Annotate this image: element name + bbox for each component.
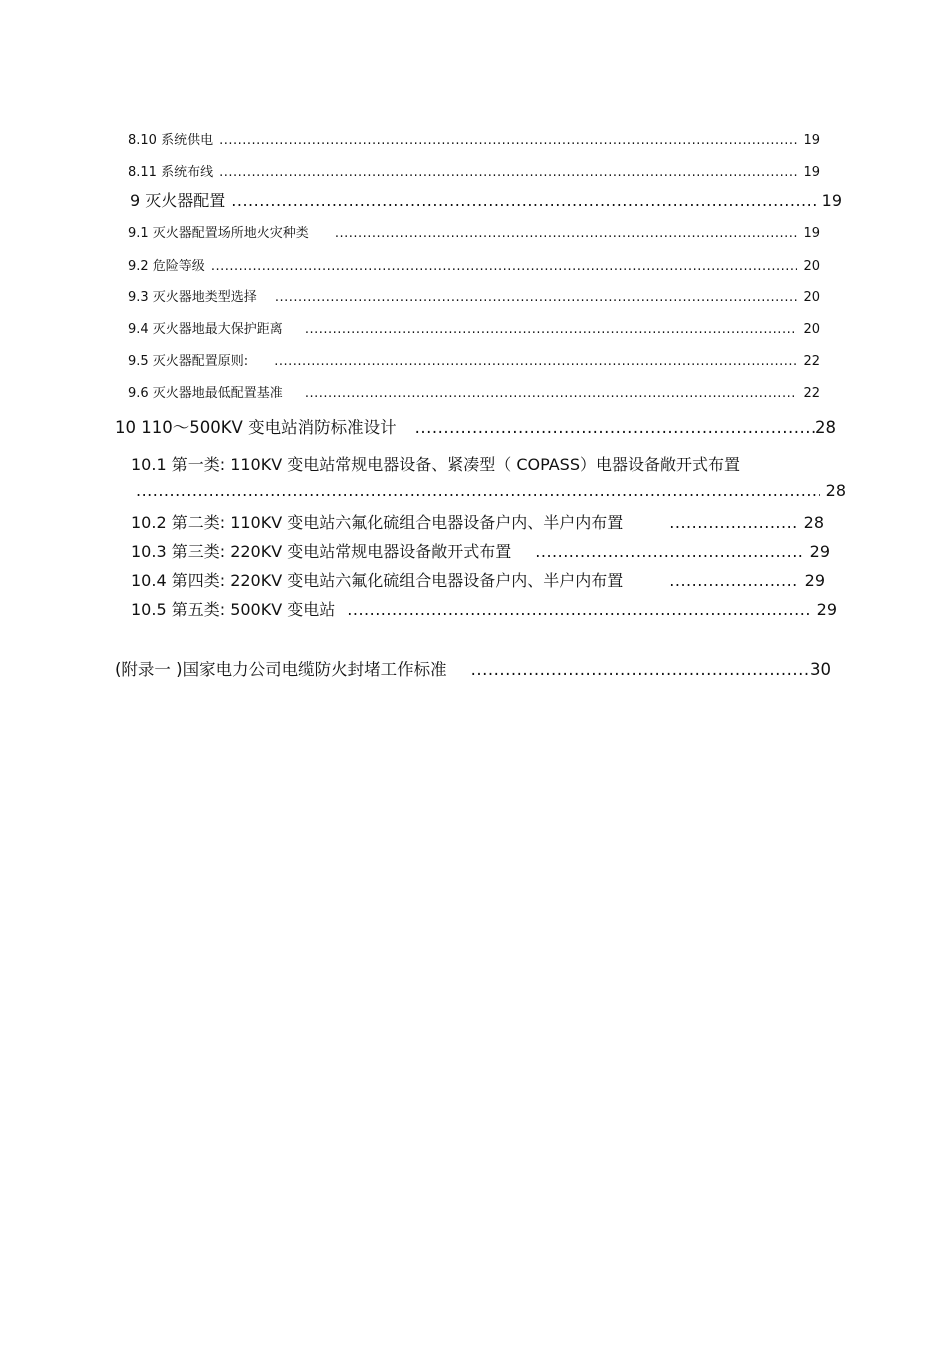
toc-entry-page: 19 — [803, 226, 820, 241]
toc-entry-title: 10.1 第一类: 110KV 变电站常规电器设备、紧凑型（ COPASS）电器设备敞开式布置 — [131, 455, 740, 474]
toc-entry-page: 20 — [803, 290, 820, 305]
toc-entry-title: 9.1 灭火器配置场所地火灾种类 — [128, 226, 309, 241]
toc-entry[interactable] — [128, 318, 820, 337]
dot-leader — [669, 571, 798, 590]
dot-leader — [535, 542, 803, 561]
dot-leader — [231, 191, 815, 210]
toc-entry-page: 29 — [816, 600, 837, 619]
toc-entry[interactable] — [115, 414, 836, 438]
toc-entry-page: 19 — [803, 165, 820, 180]
dot-leader — [219, 165, 797, 180]
toc-entry-page: 28 — [815, 418, 836, 437]
toc-entry[interactable] — [131, 568, 825, 591]
toc-entry[interactable] — [128, 255, 820, 274]
toc-entry-page: 28 — [825, 481, 846, 500]
toc-entry-title: 8.10 系统供电 — [128, 133, 214, 148]
toc-entry-title: 10.4 第四类: 220KV 变电站六氟化硫组合电器设备户内、半户内布置 — [131, 571, 624, 590]
dot-leader — [347, 600, 810, 619]
toc-entry[interactable] — [128, 382, 820, 401]
toc-entry-title: 9.5 灭火器配置原则: — [128, 354, 249, 369]
toc-entry-page: 29 — [804, 571, 825, 590]
toc-entry-page: 22 — [803, 354, 820, 369]
dot-leader — [415, 418, 815, 437]
dot-leader — [219, 133, 797, 148]
toc-entry[interactable] — [128, 161, 820, 180]
toc-entry-page: 20 — [803, 259, 820, 274]
toc-entry-page: 28 — [803, 513, 824, 532]
toc-entry-title: 9 灭火器配置 — [130, 191, 226, 210]
toc-entry[interactable] — [130, 188, 842, 211]
toc-entry-title: 10.2 第二类: 110KV 变电站六氟化硫组合电器设备户内、半户内布置 — [131, 513, 624, 532]
dot-leader — [669, 513, 797, 532]
dot-leader — [136, 481, 820, 500]
toc-entry-title: 10.3 第三类: 220KV 变电站常规电器设备敞开式布置 — [131, 542, 512, 561]
toc-entry-title: 10 110～500KV 变电站消防标准设计 — [115, 418, 397, 437]
toc-entry-page: 29 — [809, 542, 830, 561]
toc-entry[interactable] — [128, 129, 820, 148]
dot-leader — [211, 259, 798, 274]
toc-entry-page: 20 — [803, 322, 820, 337]
toc-entry-page: 19 — [803, 133, 820, 148]
toc-entry-page: 30 — [810, 660, 831, 679]
dot-leader — [275, 290, 798, 305]
dot-leader — [471, 660, 810, 679]
toc-entry-title: 10.5 第五类: 500KV 变电站 — [131, 600, 336, 619]
toc-entry[interactable] — [131, 597, 837, 620]
toc-entry-page: 19 — [821, 191, 842, 210]
toc-entry[interactable] — [128, 286, 820, 305]
dot-leader — [305, 322, 798, 337]
toc-entry[interactable] — [128, 350, 820, 369]
toc-entry-title: 9.6 灭火器地最低配置基准 — [128, 386, 283, 401]
toc-entry-page: 22 — [803, 386, 820, 401]
toc-entry[interactable] — [115, 656, 831, 680]
dot-leader — [274, 354, 797, 369]
toc-entry-title: 9.4 灭火器地最大保护距离 — [128, 322, 283, 337]
dot-leader — [305, 386, 798, 401]
toc-entry[interactable] — [131, 510, 824, 533]
toc-entry[interactable] — [131, 539, 830, 562]
toc-entry-title: 9.2 危险等级 — [128, 259, 205, 274]
dot-leader — [335, 226, 798, 241]
toc-entry-title: (附录一 )国家电力公司电缆防火封堵工作标准 — [115, 660, 447, 679]
toc-entry-title: 8.11 系统布线 — [128, 165, 214, 180]
toc-entry-title: 9.3 灭火器地类型选择 — [128, 290, 257, 305]
toc-entry[interactable] — [128, 222, 820, 241]
